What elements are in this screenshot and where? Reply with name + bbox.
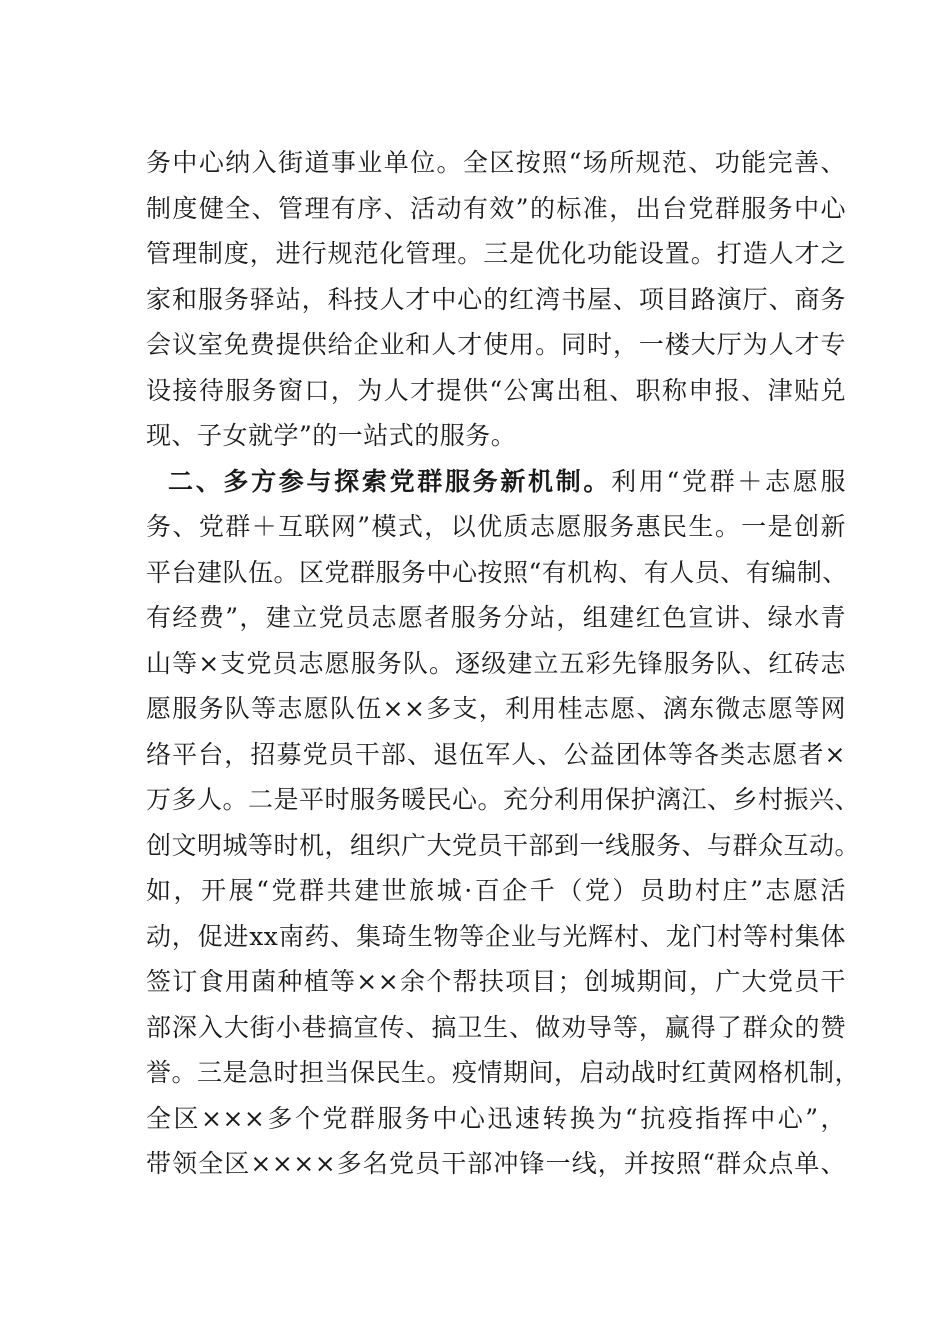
- text-line: 誉。三是急时担当保民生。疫情期间，启动战时红黄网格机制，: [146, 1058, 861, 1087]
- text-line: 带领全区××××多名党员干部冲锋一线，并按照“群众点单、: [146, 1149, 846, 1178]
- text-line: 部深入大街小巷搞宣传、搞卫生、做劝导等，赢得了群众的赞: [146, 1012, 846, 1042]
- text-line: 络平台，招募党员干部、退伍军人、公益团体等各类志愿者×: [146, 739, 846, 769]
- text-line: 务、党群＋互联网”模式，以优质志愿服务惠民生。一是创新: [146, 512, 846, 541]
- section-heading: 二、多方参与探索党群服务新机制。: [168, 466, 612, 496]
- paragraph-1: [146, 140, 846, 459]
- text-line: 动，促进xx南药、集琦生物等企业与光辉村、龙门村等村集体: [146, 921, 846, 951]
- text-line: 有经费”，建立党员志愿者服务分站，组建红色宣讲、绿水青: [146, 603, 846, 632]
- text-line: 山等×支党员志愿服务队。逐级建立五彩先锋服务队、红砖志: [146, 648, 846, 678]
- text-line: 设接待服务窗口，为人才提供“公寓出租、职称申报、津贴兑: [146, 375, 846, 405]
- text-line: 如，开展“党群共建世旅城·百企千（党）员助村庄”志愿活: [146, 876, 846, 905]
- paragraph-2-first-line: [146, 459, 846, 505]
- paragraph-2: [146, 459, 861, 1187]
- text-line: 制度健全、管理有序、活动有效”的标准，出台党群服务中心: [146, 193, 846, 223]
- text-run: 利用“党群＋志愿服: [611, 466, 846, 496]
- text-line: 全区×××多个党群服务中心迅速转换为“抗疫指挥中心”，: [146, 1103, 846, 1133]
- text-line: 务中心纳入街道事业单位。全区按照“场所规范、功能完善、: [146, 148, 846, 177]
- text-line: 愿服务队等志愿队伍××多支，利用桂志愿、漓东微志愿等网: [146, 694, 846, 723]
- text-line: 会议室免费提供给企业和人才使用。同时，一楼大厅为人才专: [146, 330, 846, 359]
- text-line: 现、子女就学”的一站式的服务。: [146, 421, 517, 450]
- text-line: 家和服务驿站，科技人才中心的红湾书屋、项目路演厅、商务: [146, 284, 846, 314]
- text-line: 签订食用菌种植等××余个帮扶项目；创城期间，广大党员干: [146, 967, 846, 996]
- document-body: [146, 140, 861, 1187]
- text-line: 管理制度，进行规范化管理。三是优化功能设置。打造人才之: [146, 239, 846, 268]
- text-line: 平台建队伍。区党群服务中心按照“有机构、有人员、有编制、: [146, 557, 848, 587]
- text-line: 万多人。二是平时服务暖民心。充分利用保护漓江、乡村振兴、: [146, 785, 861, 814]
- text-line: 创文明城等时机，组织广大党员干部到一线服务、与群众互动。: [146, 830, 861, 860]
